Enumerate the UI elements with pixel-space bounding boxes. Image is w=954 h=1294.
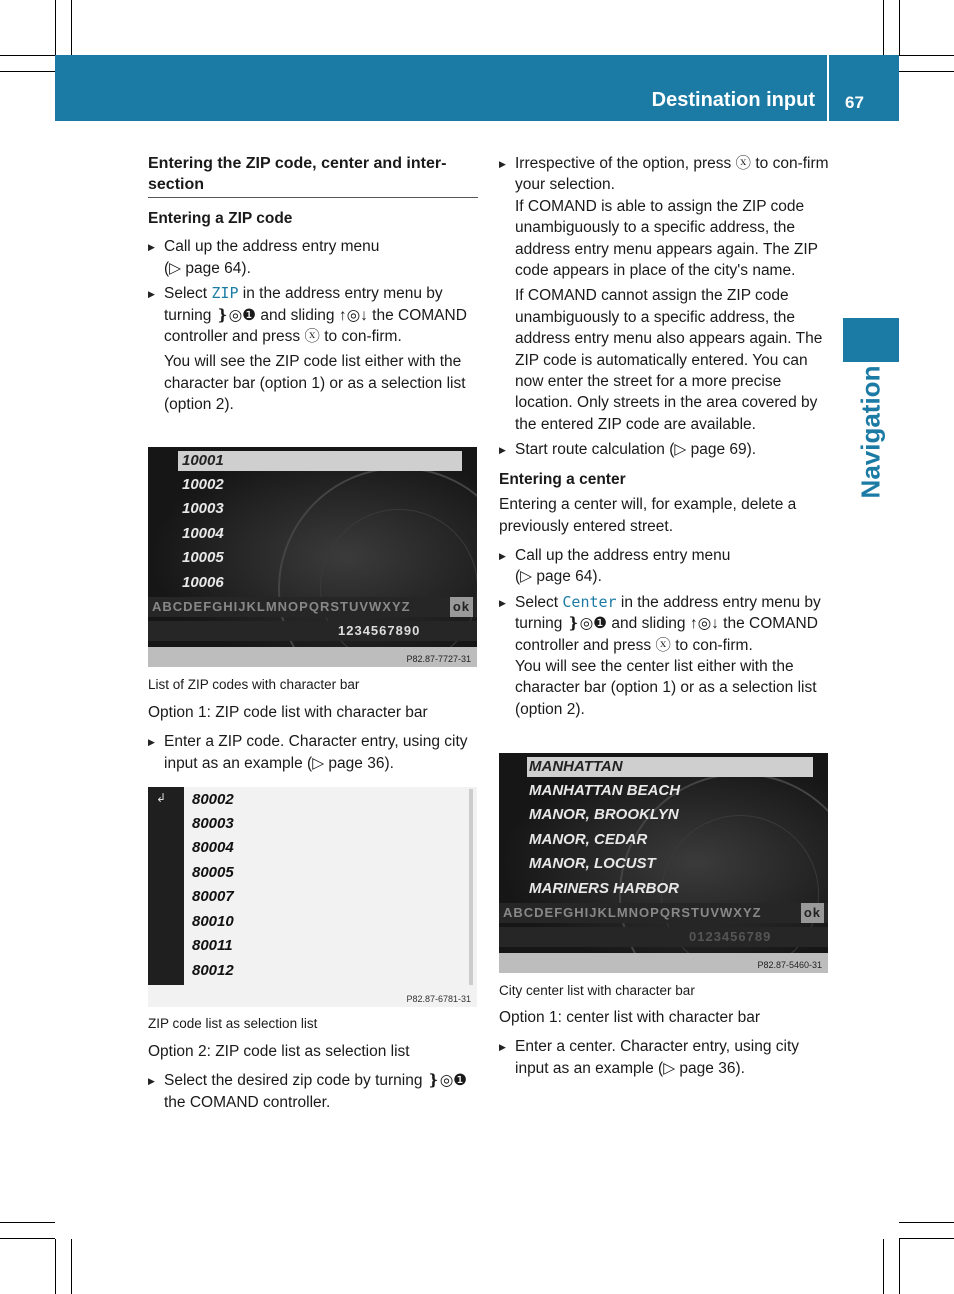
note: If COMAND is able to assign the ZIP code unambiguously to a specific address, the address entry menu appears again. The ZIP code appears in place of the city's name. [515, 197, 818, 280]
list-row: 10005 [182, 549, 224, 566]
list-item: ▶ Start route calculation (▷ page 69). [499, 439, 829, 460]
back-icon: ↲ [156, 791, 167, 805]
list-row: 80003 [192, 815, 234, 832]
crop-mark [899, 1239, 900, 1294]
list-row: 10002 [182, 476, 224, 493]
crop-mark [0, 71, 55, 72]
list-row: 80010 [192, 913, 234, 930]
crop-mark [0, 1238, 55, 1239]
list-row: 80012 [192, 962, 234, 979]
list-row: 80004 [192, 839, 234, 856]
list-item: ▶ Enter a center. Character entry, using city input as an example (▷ page 36). [499, 1036, 829, 1079]
center-list-charbar-screenshot [499, 753, 828, 973]
right-column-bottom [499, 1007, 829, 1083]
side-tab-label: Navigation [855, 365, 886, 499]
section-title: Entering the ZIP code, center and inter-section [148, 153, 478, 198]
image-ref: P82.87-6781-31 [406, 994, 471, 1004]
zip-list-charbar-screenshot [148, 447, 477, 667]
crop-mark [71, 1239, 72, 1294]
crop-mark [899, 55, 954, 56]
figure-caption: List of ZIP codes with character bar [148, 677, 360, 692]
note: You will see the ZIP code list either with the character bar (option 1) or as a selection list (option 2). [164, 353, 466, 414]
figure-caption: City center list with character bar [499, 983, 695, 998]
crop-mark [899, 1238, 954, 1239]
intro-text: Entering a center will, for example, delete a previously entered street. [499, 496, 797, 535]
figure-caption: ZIP code list as selection list [148, 1016, 318, 1031]
back-strip [148, 787, 184, 985]
crop-mark [883, 0, 884, 55]
list-item: ▶ Select the desired zip code by turning ❵◎❶ the COMAND controller. [148, 1070, 478, 1113]
character-bar: ABCDEFGHIJKLMNOPQRSTUVWXYZ ok [148, 597, 477, 617]
list-row: 80007 [192, 888, 234, 905]
subhead-center: Entering a center [499, 470, 626, 488]
subhead-zip: Entering a ZIP code [148, 210, 293, 227]
crop-mark [55, 1239, 56, 1294]
list-row: MANOR, BROOKLYN [529, 806, 679, 823]
list-row: MANHATTAN [529, 758, 623, 775]
option-label: Option 2: ZIP code list as selection list [148, 1043, 410, 1060]
option-label: Option 1: ZIP code list with character bar [148, 704, 428, 721]
list-row: 80011 [192, 937, 233, 954]
crop-mark [899, 71, 954, 72]
list-row: 10006 [182, 574, 224, 591]
left-column-bottom [148, 1041, 478, 1117]
note: If COMAND cannot assign the ZIP code unambiguously to a specific address, the address entry menu also appears again. The ZIP code is automatically entered. You can now enter the street for a more precise location. Only streets in the area covered by the entered ZIP code are available. [515, 287, 823, 433]
zip-selection-list-screenshot [148, 787, 477, 1007]
crop-mark [899, 1222, 954, 1223]
list-row: 80002 [192, 791, 234, 808]
list-item: ▶ Select ZIP in the address entry menu by turning ❵◎❶ and sliding ↑◎↓ the COMAND controller and press ⓧ to con-firm. [148, 283, 478, 347]
list-row: MANOR, CEDAR [529, 831, 648, 848]
list-item: ▶ Call up the address entry menu (▷ page 64). [499, 545, 829, 588]
digit-bar: 0123456789 [499, 927, 828, 947]
list-item: ▶ Irrespective of the option, press ⓧ to con-firm your selection. [499, 153, 829, 196]
list-row: 10003 [182, 500, 224, 517]
note: You will see the center list either with the character bar (option 1) or as a selection list (option 2). [515, 657, 817, 718]
menu-item-zip: ZIP [211, 284, 239, 303]
list-item: ▶ Call up the address entry menu (▷ page 64). [148, 236, 478, 279]
crop-mark [0, 1222, 55, 1223]
header-divider [827, 55, 829, 121]
crop-mark [883, 1239, 884, 1294]
menu-item-center: Center [562, 592, 617, 611]
list-item: ▶ Enter a ZIP code. Character entry, using city input as an example (▷ page 36). [148, 731, 478, 774]
right-column [499, 153, 829, 724]
list-row: MANHATTAN BEACH [529, 782, 681, 799]
list-row: 80005 [192, 864, 234, 881]
image-ref: P82.87-7727-31 [406, 654, 471, 664]
list-row: 10001 [182, 452, 224, 469]
digit-bar: 1234567890 [148, 621, 477, 641]
list-row: 10004 [182, 525, 224, 542]
crop-mark [899, 0, 900, 55]
left-column [148, 153, 478, 420]
character-bar: ABCDEFGHIJKLMNOPQRSTUVWXYZ ok [499, 903, 828, 923]
side-tab [843, 318, 899, 362]
list-row: MANOR, LOCUST [529, 855, 656, 872]
crop-mark [71, 0, 72, 55]
page-number: 67 [845, 93, 864, 112]
option-label: Option 1: center list with character bar [499, 1009, 761, 1026]
crop-mark [55, 0, 56, 55]
page-header [55, 55, 899, 121]
crop-mark [0, 55, 55, 56]
page-title: Destination input [651, 89, 815, 111]
left-column-mid [148, 702, 478, 778]
list-item: ▶ Select Center in the address entry menu by turning ❵◎❶ and sliding ↑◎↓ the COMAND controller and press ⓧ to con-firm. [499, 592, 829, 656]
list-row: MARINERS HARBOR [529, 880, 679, 897]
scrollbar [469, 789, 473, 985]
image-ref: P82.87-5460-31 [757, 960, 822, 970]
